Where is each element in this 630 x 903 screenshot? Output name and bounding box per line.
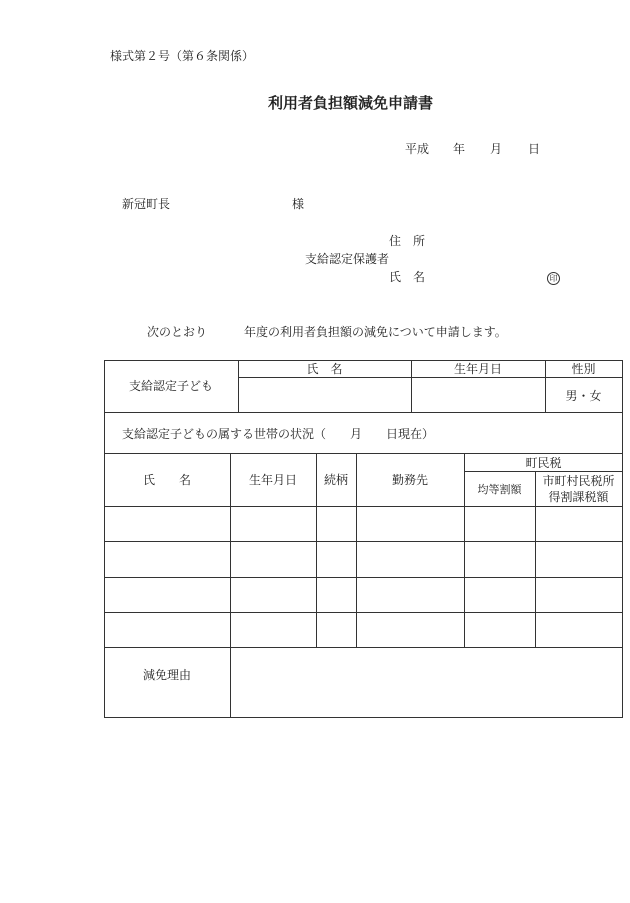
household-label: 支給認定子どもの属する世帯の状況（ 月 日現在） bbox=[122, 427, 435, 441]
guardian-label: 支給認定保護者 bbox=[305, 252, 390, 266]
member-workplace-header: 勤務先 bbox=[391, 473, 428, 487]
statement-body: 年度の利用者負担額の減免について申請します。 bbox=[244, 325, 507, 339]
addressee-name: 新冠町長 bbox=[122, 197, 171, 211]
per-capita-tax-header: 均等割額 bbox=[477, 483, 522, 496]
income-tax-header-line2: 得割課税額 bbox=[548, 490, 609, 504]
seal-icon: 印 bbox=[547, 270, 560, 285]
date-day: 日 bbox=[528, 142, 541, 156]
page-title: 利用者負担額減免申請書 bbox=[268, 94, 434, 112]
addressee-honorific: 様 bbox=[292, 197, 305, 211]
income-tax-header-line1: 市町村民税所 bbox=[542, 474, 615, 488]
date-year: 年 bbox=[453, 142, 466, 156]
child-name-header: 氏 名 bbox=[306, 362, 343, 376]
reason-label: 減免理由 bbox=[142, 668, 191, 682]
child-birthdate-header: 生年月日 bbox=[453, 362, 502, 376]
form-number: 様式第２号（第６条関係） bbox=[110, 49, 255, 63]
date-era: 平成 bbox=[405, 142, 430, 156]
member-name-header: 氏 名 bbox=[142, 473, 191, 487]
municipal-tax-header: 町民税 bbox=[525, 456, 562, 470]
member-relation-header: 続柄 bbox=[323, 473, 348, 487]
name-label: 氏 名 bbox=[389, 270, 426, 284]
child-sex-header: 性別 bbox=[571, 362, 596, 376]
child-label: 支給認定子ども bbox=[128, 379, 213, 393]
date-month: 月 bbox=[490, 142, 503, 156]
address-label: 住 所 bbox=[389, 234, 426, 248]
statement-prefix: 次のとおり bbox=[147, 325, 208, 339]
member-birthdate-header: 生年月日 bbox=[248, 473, 297, 487]
child-sex-value[interactable]: 男・女 bbox=[565, 389, 602, 403]
